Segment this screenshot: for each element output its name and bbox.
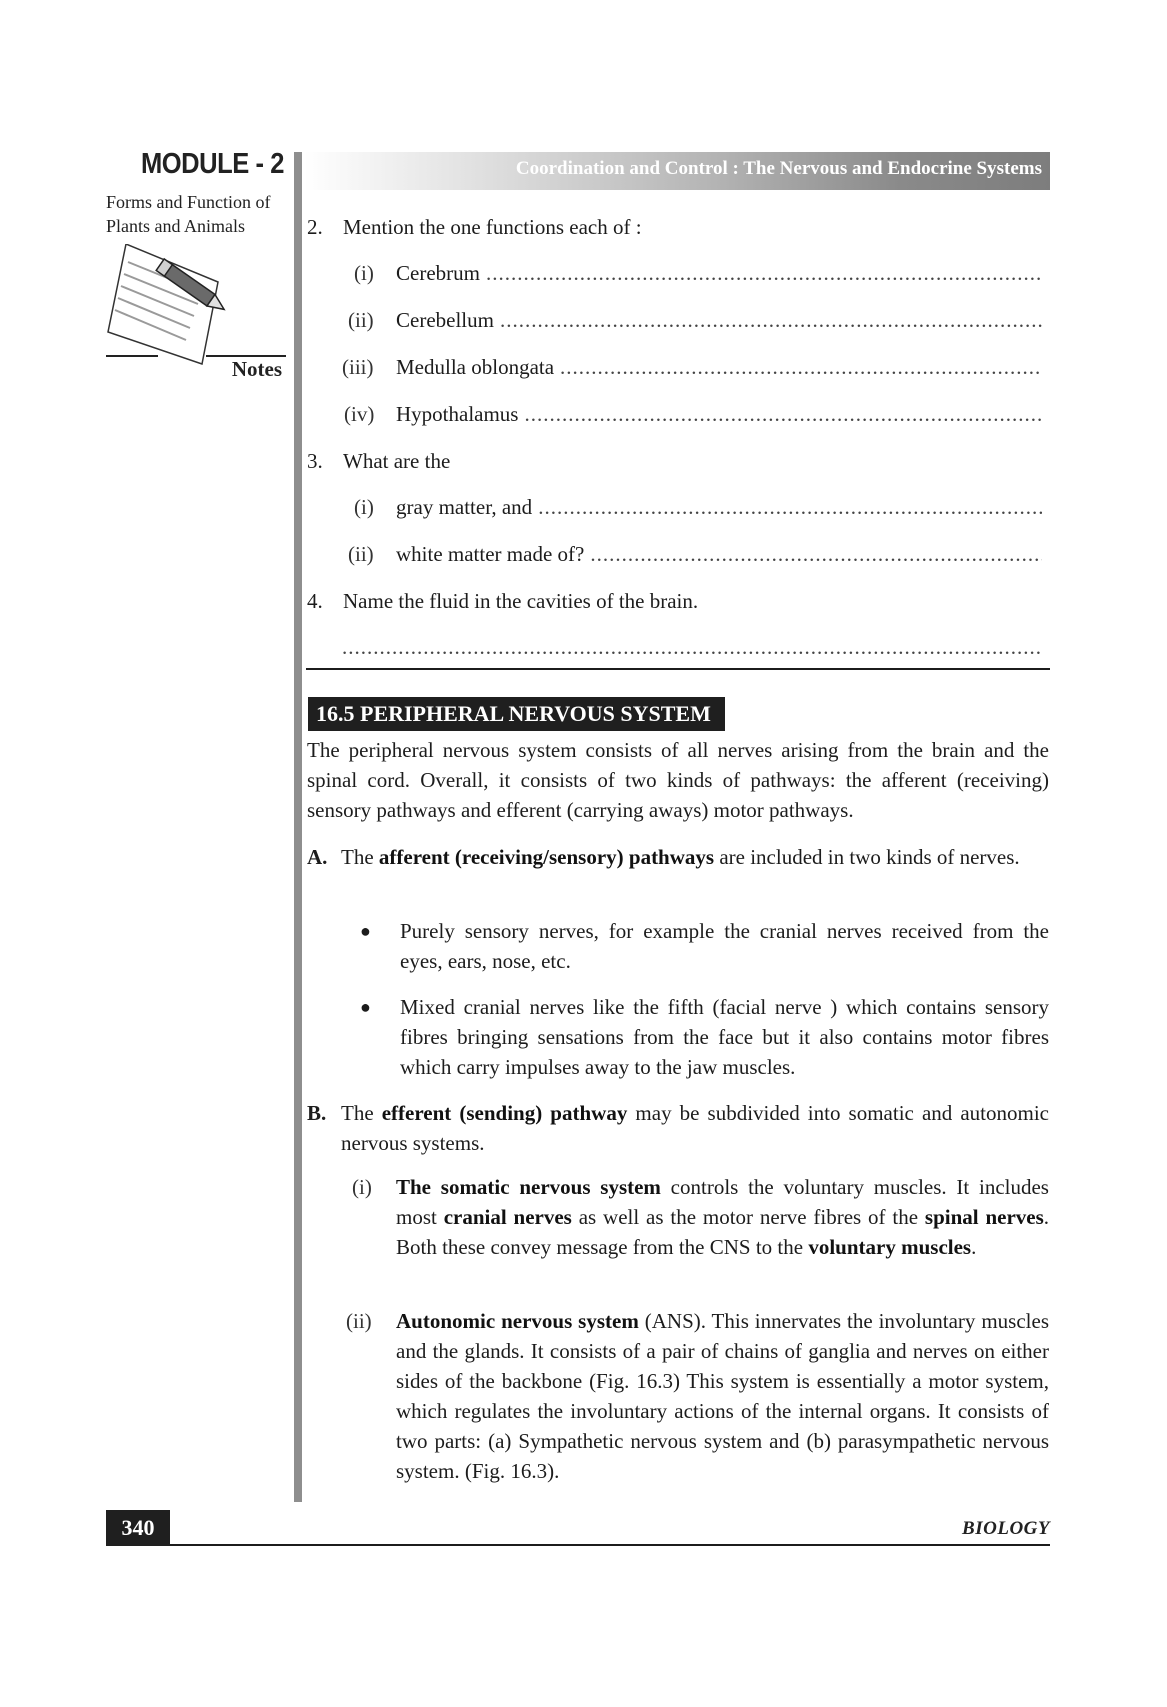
- section-heading: 16.5 PERIPHERAL NERVOUS SYSTEM: [308, 697, 725, 731]
- question-3: [307, 446, 1047, 476]
- point-a: [307, 842, 1049, 872]
- sub-item-somatic: [342, 1172, 1049, 1262]
- answer-line[interactable]: [342, 352, 1042, 399]
- item-number: (iv): [344, 402, 375, 426]
- point-text: The afferent (receiving/sensory) pathways are included in two kinds of nerves.: [341, 845, 1020, 869]
- question-number: 2.: [307, 215, 323, 239]
- sub-item-text: Autonomic nervous system (ANS). This innervates the involuntary muscles and the glands. It consists of a pair of chains of ganglia and nerves on either sides of the backbone (Fig. 16.3) This system is essentially a motor system, which regulates the involuntary actions of the internal organs. It consists of two parts: (a) Sympathetic nervous system and (b) parasympathetic nervous system. (Fig. 16.3).: [396, 1309, 1049, 1483]
- point-text: The efferent (sending) pathway may be subdivided into somatic and autonomic nervous systems.: [341, 1101, 1049, 1155]
- answer-line[interactable]: [342, 492, 1042, 539]
- question-4: [307, 586, 1047, 616]
- module-title: MODULE - 2: [140, 148, 284, 180]
- point-b: [307, 1098, 1049, 1158]
- question-2: [307, 212, 1047, 242]
- running-title: Coordination and Control : The Nervous and Endocrine Systems: [515, 158, 1042, 179]
- bullet-icon: ●: [360, 997, 371, 1017]
- sub-item-text: The somatic nervous system controls the voluntary muscles. It includes most cranial nerves as well as the motor nerve fibres of the spinal nerves. Both these convey message from the CNS to the voluntary muscles.: [396, 1175, 1050, 1259]
- point-letter: B.: [307, 1101, 327, 1125]
- notes-label: Notes: [231, 357, 282, 381]
- running-header: [304, 152, 1050, 190]
- question-number: 4.: [307, 589, 323, 613]
- question-number: 3.: [307, 449, 323, 473]
- footer-rule: [170, 1544, 1050, 1546]
- question-text: Mention the one functions each of :: [343, 215, 642, 239]
- question-3-items: [342, 492, 1042, 586]
- answer-blank[interactable]: [590, 539, 1042, 569]
- item-label: white matter made of?: [396, 542, 585, 566]
- list-item-text: Purely sensory nerves, for example the cranial nerves received from the eyes, ears, nose, etc.: [400, 919, 1049, 973]
- item-number: (ii): [348, 308, 374, 332]
- item-number: (ii): [348, 542, 374, 566]
- question-4-answer[interactable]: [342, 632, 1042, 662]
- item-label: Cerebellum: [396, 308, 494, 332]
- item-number: (i): [354, 261, 374, 285]
- bullet-list: [356, 916, 1049, 1082]
- question-text: What are the: [343, 449, 451, 473]
- section-divider: [306, 668, 1050, 670]
- notepad-pencil-icon: [106, 244, 286, 374]
- answer-blank[interactable]: [560, 352, 1042, 382]
- sub-item-autonomic: [342, 1306, 1049, 1486]
- answer-line[interactable]: [342, 305, 1042, 352]
- answer-blank[interactable]: [500, 305, 1042, 335]
- item-number: (iii): [342, 355, 374, 379]
- answer-line[interactable]: [342, 539, 1042, 586]
- point-letter: A.: [307, 845, 328, 869]
- item-label: Cerebrum: [396, 261, 480, 285]
- item-label: gray matter, and: [396, 495, 533, 519]
- footer-subject: BIOLOGY: [962, 1518, 1050, 1539]
- list-item: [356, 992, 1049, 1082]
- module-subtitle: Forms and Function of Plants and Animals: [106, 192, 271, 236]
- answer-blank[interactable]: [524, 399, 1042, 429]
- margin-rule: [294, 152, 302, 1502]
- answer-blank[interactable]: [538, 492, 1042, 522]
- intro-paragraph: The peripheral nervous system consists of all nerves arising from the brain and the spinal cord. Overall, it consists of two kinds of pathways: the afferent (receiving) sensory pathways and efferent (carrying aways) motor pathways.: [307, 738, 1049, 822]
- answer-line[interactable]: [342, 258, 1042, 305]
- item-number: (i): [352, 1175, 372, 1199]
- answer-blank[interactable]: [342, 632, 1042, 662]
- item-label: Hypothalamus: [396, 402, 519, 426]
- list-item: [356, 916, 1049, 976]
- list-item-text: Mixed cranial nerves like the fifth (facial nerve ) which contains sensory fibres bringing sensations from the face but it also contains motor fibres which carry impulses away to the jaw muscles.: [400, 995, 1049, 1079]
- answer-blank[interactable]: [486, 258, 1042, 288]
- page-number: 340: [106, 1510, 170, 1546]
- item-label: Medulla oblongata: [396, 355, 555, 379]
- answer-line[interactable]: [342, 399, 1042, 446]
- question-2-items: [342, 258, 1042, 446]
- item-number: (ii): [346, 1309, 372, 1333]
- question-text: Name the fluid in the cavities of the brain.: [343, 589, 699, 613]
- item-number: (i): [354, 495, 374, 519]
- bullet-icon: ●: [360, 921, 371, 941]
